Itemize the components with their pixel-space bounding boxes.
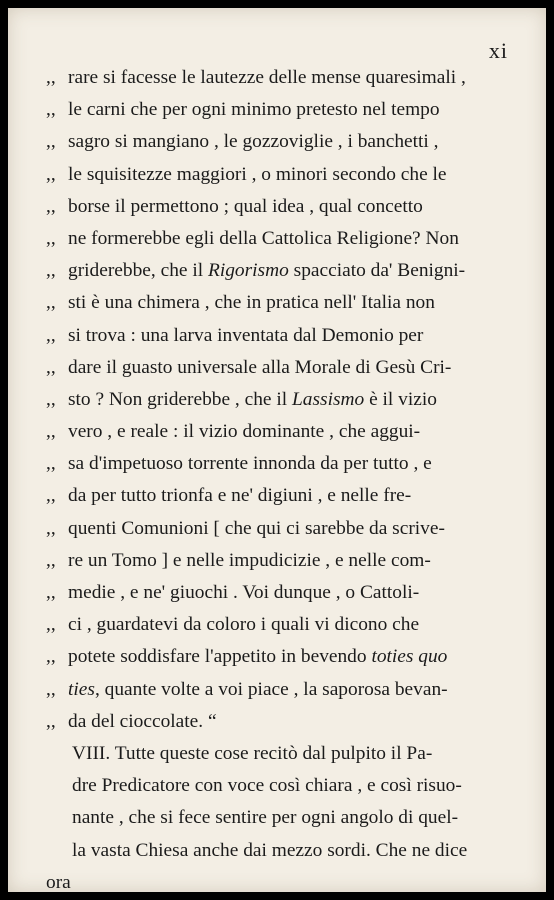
line-text-segment: da del cioccolate. “ — [68, 710, 217, 732]
line-text-segment: sa d'impetuoso torrente innonda da per tutto , e — [68, 453, 432, 475]
quote-mark: ,, — [46, 646, 56, 668]
line-text — [68, 320, 516, 352]
quote-mark: ,, — [46, 260, 56, 282]
line-text-segment: sagro si mangiano , le gozzoviglie , i banchetti , — [68, 131, 439, 153]
line-text — [68, 448, 516, 480]
line-text-segment: re un Tomo ] e nelle impudicizie , e nelle com- — [68, 549, 431, 571]
line-text-segment: borse il permettono ; qual idea , qual concetto — [68, 195, 423, 217]
text-line — [46, 738, 516, 770]
line-text — [68, 706, 516, 738]
line-text — [68, 609, 516, 641]
text-line — [46, 802, 516, 834]
line-text — [68, 416, 516, 448]
line-text-segment: è il vizio — [364, 388, 437, 410]
text-line — [46, 706, 516, 738]
quote-mark: ,, — [46, 324, 56, 346]
text-line — [46, 480, 516, 512]
text-line — [46, 835, 516, 867]
quote-mark: ,, — [46, 163, 56, 185]
text-line — [46, 159, 516, 191]
line-text-segment: rare si facesse le lautezze delle mense quaresimali , — [68, 67, 466, 88]
line-text — [68, 545, 516, 577]
line-text — [68, 126, 516, 158]
line-text — [68, 480, 516, 512]
line-text-segment: si trova : una larva inventata dal Demonio per — [68, 324, 424, 346]
text-line — [46, 867, 516, 892]
line-text-segment: dare il guasto universale alla Morale di Gesù Cri- — [68, 356, 452, 378]
text-line — [46, 384, 516, 416]
text-line — [46, 674, 516, 706]
line-text — [72, 835, 516, 867]
line-text — [68, 255, 516, 287]
line-text — [68, 191, 516, 223]
quote-mark: ,, — [46, 131, 56, 153]
text-line — [46, 609, 516, 641]
line-text-segment: le carni che per ogni minimo pretesto nel tempo — [68, 99, 440, 121]
line-text-segment: ci , guardatevi da coloro i quali vi dicono che — [68, 614, 420, 636]
line-text — [68, 159, 516, 191]
line-text-segment: , quante volte a voi piace , la saporosa bevan- — [94, 678, 448, 700]
quote-mark: ,, — [46, 549, 56, 571]
text-line — [46, 545, 516, 577]
text-line — [46, 223, 516, 255]
line-text — [72, 802, 516, 834]
line-text-segment: la vasta Chiesa anche dai mezzo sordi. Che ne dice — [72, 839, 468, 861]
line-text-segment: sto ? Non griderebbe , che il — [68, 388, 292, 410]
text-line — [46, 126, 516, 158]
quote-mark: ,, — [46, 67, 56, 88]
page-text — [46, 62, 516, 892]
quote-mark: ,, — [46, 227, 56, 249]
text-line — [46, 641, 516, 673]
line-text-segment: dre Predicatore con voce così chiara , e così risuo- — [72, 775, 462, 797]
text-line — [46, 513, 516, 545]
line-text-segment: vero , e reale : il vizio dominante , che aggui- — [68, 421, 421, 443]
line-text-segment: quenti Comunioni [ che qui ci sarebbe da scrive- — [68, 517, 445, 539]
line-text-segment: spacciato da' Benigni- — [288, 260, 466, 282]
quote-mark: ,, — [46, 292, 56, 314]
line-text-segment: da per tutto trionfa e ne' digiuni , e nelle fre- — [68, 485, 412, 507]
text-line — [46, 352, 516, 384]
line-text-segment: le squisitezze maggiori , o minori secondo che le — [68, 163, 447, 185]
quote-mark: ,, — [46, 614, 56, 636]
line-text — [68, 384, 516, 416]
line-text — [68, 62, 516, 94]
text-line — [46, 287, 516, 319]
quote-mark: ,, — [46, 195, 56, 217]
quote-mark: ,, — [46, 421, 56, 443]
quote-mark: ,, — [46, 678, 56, 700]
text-line — [46, 577, 516, 609]
line-text — [68, 352, 516, 384]
book-page — [8, 8, 546, 892]
text-line — [46, 255, 516, 287]
line-text-segment: nante , che si fece sentire per ogni angolo di quel- — [72, 807, 459, 829]
italic-term: Rigorismo — [207, 260, 289, 282]
line-text — [46, 867, 516, 892]
quote-mark: ,, — [46, 99, 56, 121]
line-text — [68, 674, 516, 706]
text-line — [46, 416, 516, 448]
quote-mark: ,, — [46, 710, 56, 732]
line-text-segment: sti è una chimera , che in pratica nell' Italia non — [68, 292, 435, 314]
quote-mark: ,, — [46, 582, 56, 603]
line-text — [68, 94, 516, 126]
quote-mark: ,, — [46, 356, 56, 378]
italic-term: toties quo — [371, 646, 448, 668]
line-text-segment: potete soddisfare l'appetito in bevendo — [68, 646, 372, 668]
line-text-segment: ora — [46, 871, 71, 892]
italic-term: ties — [68, 678, 95, 700]
line-text-segment: medie , e ne' giuochi . Voi dunque , o Cattoli- — [68, 582, 420, 603]
line-text-segment: ne formerebbe egli della Cattolica Religione? Non — [68, 227, 459, 249]
text-line — [46, 94, 516, 126]
page-number: xi — [488, 38, 508, 63]
line-text-segment: VIII. Tutte queste cose recitò dal pulpito il Pa- — [72, 742, 433, 764]
text-line — [46, 191, 516, 223]
quote-mark: ,, — [46, 388, 56, 410]
line-text — [68, 641, 516, 673]
text-line — [46, 62, 516, 94]
line-text — [72, 770, 516, 802]
line-text — [68, 223, 516, 255]
line-text — [68, 513, 516, 545]
line-text — [68, 577, 516, 609]
text-line — [46, 770, 516, 802]
quote-mark: ,, — [46, 517, 56, 539]
quote-mark: ,, — [46, 485, 56, 507]
text-line — [46, 448, 516, 480]
text-line — [46, 320, 516, 352]
line-text — [68, 287, 516, 319]
italic-term: Lassismo — [292, 388, 365, 410]
line-text — [72, 738, 516, 770]
line-text-segment: griderebbe, che il — [68, 260, 208, 282]
quote-mark: ,, — [46, 453, 56, 475]
